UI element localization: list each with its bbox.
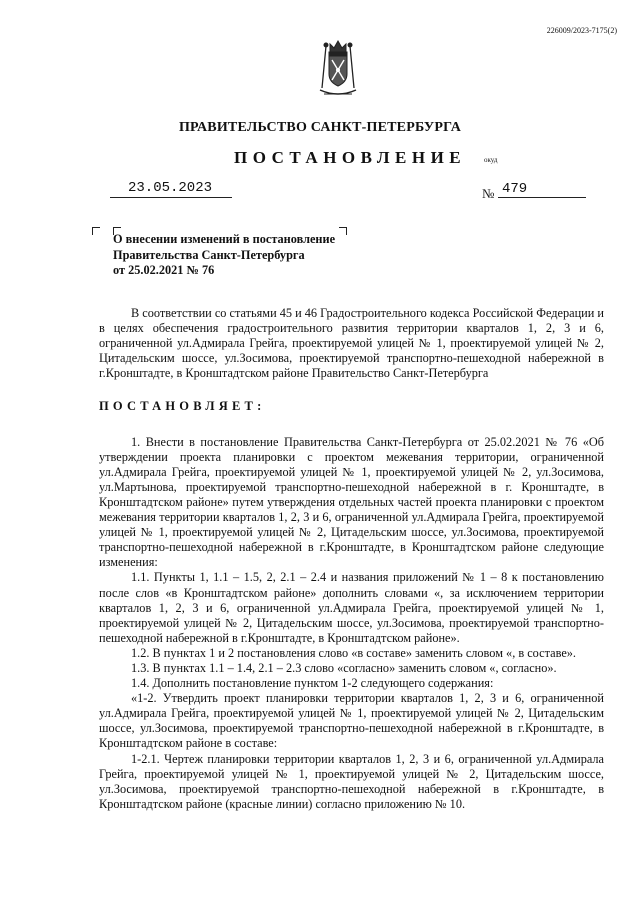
paragraph-1: 1. Внести в постановление Правительства Санкт-Петербурга от 25.02.2021 № 76 «Об утверждении проекта планировки с проектом межевания территории, ограниченной ул.Адмирала Грейга, проектируемой улицей № 1, проектируемой улицей № 2, ул.Зосимова, ул.Мартынова, проектируемой транспортно-пешеходной набережной в г. Кронштадте, в Кронштадтском районе» путем утверждения отдельных частей проекта планировки с проектом межевания территории кварталов 1, 2, 3 и 6, ограниченной ул.Адмирала Грейга, проектируемой улицей № 1, проектируемой улицей № 2, Цитадельским шоссе, ул.Зосимова, проектируемой транспортно-пешеходной набережной в г.Кронштадте, в Кронштадтском районе следующие изменения: — [99, 434, 604, 570]
document-date: 23.05.2023 — [128, 180, 213, 196]
document-subject — [113, 232, 335, 279]
document-body — [99, 306, 604, 812]
document-type-title: ПОСТАНОВЛЕНИЕ — [234, 148, 467, 167]
date-underline — [110, 197, 232, 198]
bracket-top-right — [339, 227, 347, 235]
subject-line-2: Правительства Санкт-Петербурга — [113, 247, 305, 262]
preamble-paragraph: В соответствии со статьями 45 и 46 Градостроительного кодекса Российской Федерации и в целях обеспечения градостроительного развития территории кварталов 1, 2, 3 и 6, ограниченной ул.Адмирала Грейга, проектируемой улицей № 1, проектируемой улицей № 2, Цитадельским шоссе, ул.Зосимова, проектируемой транспортно-пешеходной набережной в г.Кронштадте, в Кронштадтском районе Правительство Санкт-Петербурга — [99, 306, 604, 381]
subject-line-3: от 25.02.2021 № 76 — [113, 263, 215, 277]
issuer-heading: ПРАВИТЕЛЬСТВО САНКТ-ПЕТЕРБУРГА — [178, 120, 462, 135]
coat-of-arms-emblem — [316, 38, 360, 100]
okud-label: окуд — [484, 156, 498, 164]
document-number: 226009/2023-7175(2) — [546, 26, 617, 35]
paragraph-1-3: 1.3. В пунктах 1.1 – 1.4, 2.1 – 2.3 слово «согласно» заменить словом «, согласно». — [131, 660, 557, 675]
paragraph-1-1: 1.1. Пункты 1, 1.1 – 1.5, 2, 2.1 – 2.4 и названия приложений № 1 – 8 к постановлению после слов «в Кронштадтском районе» дополнить словами «, за исключением территории кварталов 1, 2, 3 и 6, ограниченной ул.Адмирала Грейга, проектируемой улицей № 1, проектируемой улицей № 2, Цитадельским шоссе, ул.Зосимова, проектируемой транспортно-пешеходной набережной в г.Кронштадте, в Кронштадтском районе». — [99, 570, 604, 645]
paragraph-1-4: 1.4. Дополнить постановление пунктом 1-2 следующего содержания: — [131, 676, 494, 691]
paragraph-1-2-1: 1-2.1. Чертеж планировки территории кварталов 1, 2, 3 и 6, ограниченной ул.Адмирала Грейга, проектируемой улицей № 1, проектируемой улицей № 2, Цитадельским шоссе, ул.Зосимова, проектируемой транспортно-пешеходной набережной в г.Кронштадте, в Кронштадтском районе (красные линии) согласно приложению № 10. — [99, 751, 604, 811]
paragraph-1-2-new: «1-2. Утвердить проект планировки территории кварталов 1, 2, 3 и 6, ограниченной ул.Адмирала Грейга, проектируемой улицей № 1, проектируемой улицей № 2, Цитадельским шоссе, ул.Зосимова, проектируемой транспортно-пешеходной набережной в г.Кронштадте, в Кронштадтском районе в составе: — [99, 691, 604, 751]
paragraph-1-2: 1.2. В пунктах 1 и 2 постановления слово «в составе» заменить словом «, в составе». — [131, 645, 576, 660]
number-sign: № — [482, 186, 495, 201]
document-number-value: 479 — [502, 181, 528, 197]
subject-line-1: О внесении изменений в постановление — [113, 232, 336, 246]
number-underline — [498, 197, 586, 198]
decree-heading: ПОСТАНОВЛЯЕТ: — [99, 399, 266, 414]
bracket-top-left — [92, 227, 100, 235]
